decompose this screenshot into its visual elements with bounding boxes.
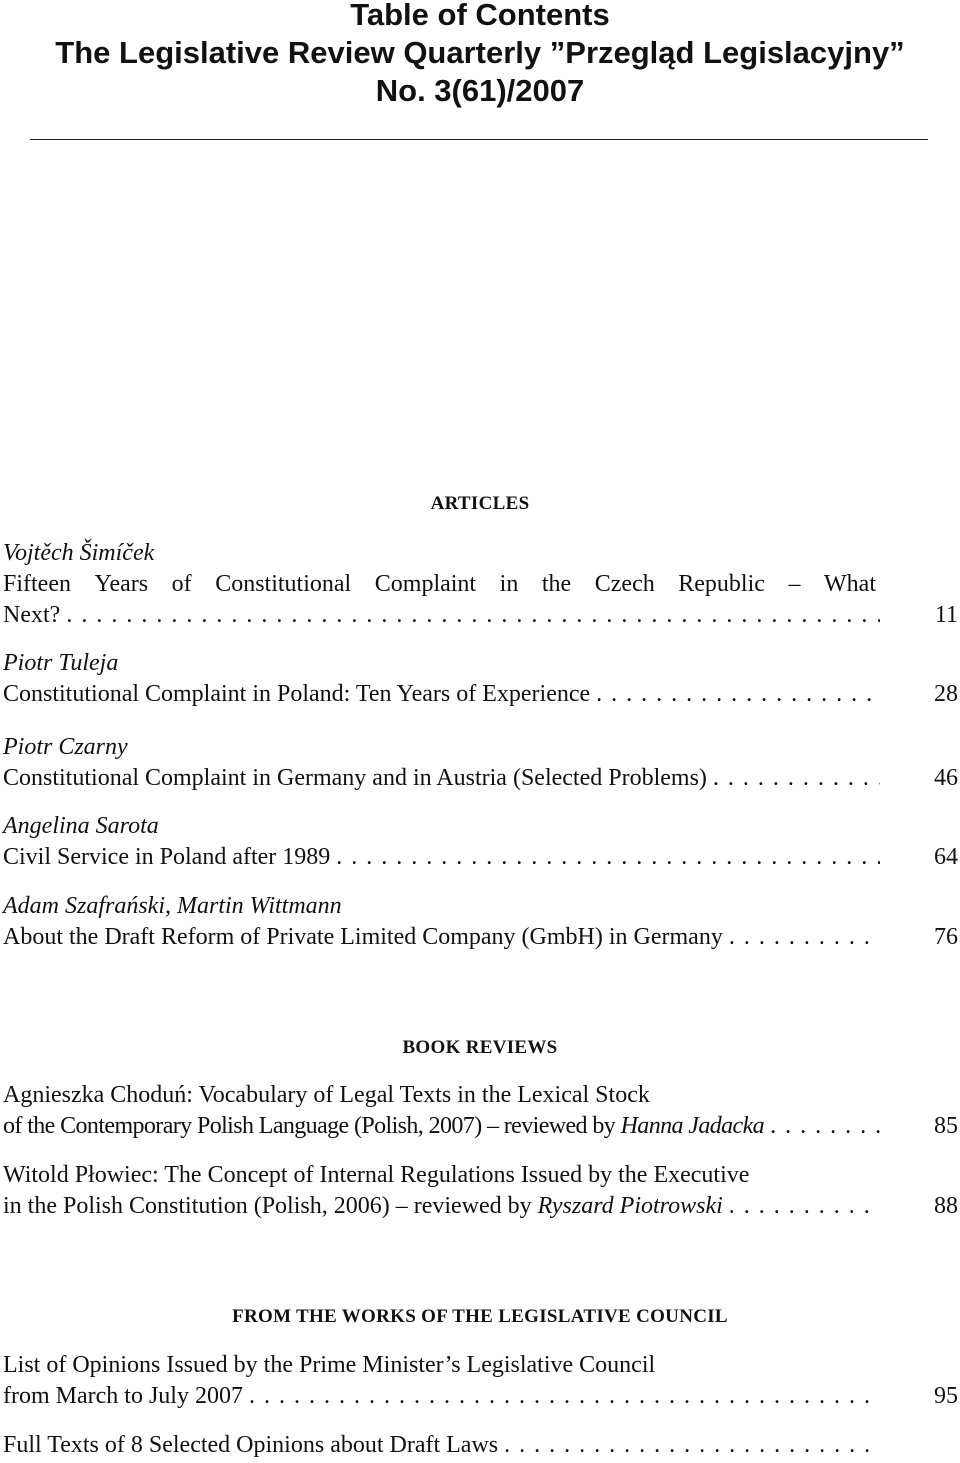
entry-author: Piotr Tuleja [3, 650, 119, 676]
entry-title-leader [3, 763, 958, 794]
entry-author: Adam Szafrański, Martin Wittmann [3, 893, 342, 919]
leader-dots [713, 763, 880, 794]
page-number: 46 [934, 765, 958, 791]
entry-author: Vojtěch Šimíček [3, 540, 155, 566]
issue-number: No. 3(61)/2007 [375, 73, 585, 108]
toc-entry-czarny[interactable] [3, 732, 958, 794]
leader-dots [729, 1191, 880, 1222]
document-title-block [0, 0, 960, 110]
entry-title-leader [3, 1191, 958, 1222]
entry-title: Full Texts of 8 Selected Opinions about Draft Laws [3, 1432, 499, 1458]
page-number: 85 [934, 1113, 958, 1139]
entry-title-continued: from March to July 2007 [3, 1383, 243, 1409]
toc-entry-opinions-list[interactable] [3, 1350, 958, 1412]
entry-title-leader [3, 1381, 958, 1412]
page-number: 76 [934, 924, 958, 950]
entry-title-leader: Next? . . . 11 [3, 600, 958, 631]
toc-entry-review-plowiec[interactable] [3, 1160, 958, 1222]
section-heading-legislative-council: FROM THE WORKS OF THE LEGISLATIVE COUNCIL [232, 1306, 728, 1327]
entry-title: Witold Płowiec: The Concept of Internal Regulations Issued by the Executive [3, 1162, 750, 1188]
toc-entry-simicek[interactable] [3, 538, 958, 631]
page-number: 88 [934, 1193, 958, 1219]
entry-title-continued: of the Contemporary Polish Language (Polish, 2007) – reviewed by [3, 1113, 616, 1139]
leader-dots [770, 1111, 880, 1142]
reviewer-name: Hanna Jadacka [620, 1113, 765, 1139]
section-heading-articles: ARTICLES [430, 493, 530, 514]
leader-dots [249, 1381, 880, 1412]
entry-title-leader [3, 842, 958, 873]
leader-dots [596, 679, 880, 710]
entry-title-leader [3, 922, 958, 953]
entry-title-leader [3, 679, 958, 710]
reviewer-name: Ryszard Piotrowski [537, 1193, 723, 1219]
section-heading-book-reviews: BOOK REVIEWS [402, 1037, 558, 1058]
leader-dots [66, 600, 880, 631]
entry-title-leader [3, 1111, 958, 1142]
page-number: 95 [934, 1383, 958, 1409]
toc-entry-full-opinions[interactable] [3, 1430, 958, 1461]
toc-entry-review-chodun[interactable] [3, 1080, 958, 1142]
entry-author: Piotr Czarny [3, 734, 128, 760]
entry-title: Constitutional Complaint in Poland: Ten Years of Experience [3, 681, 591, 707]
toc-entry-sarota[interactable] [3, 811, 958, 873]
entry-title: Civil Service in Poland after 1989 [3, 844, 331, 870]
toc-entry-tuleja[interactable] [3, 648, 958, 710]
entry-title: Agnieszka Choduń: Vocabulary of Legal Texts in the Lexical Stock [3, 1082, 650, 1108]
entry-title: List of Opinions Issued by the Prime Minister’s Legislative Council [3, 1352, 656, 1378]
entry-title-line: Fifteen Years of Constitutional Complaint in the Czech Republic – What [3, 571, 876, 597]
page-number: 64 [934, 844, 958, 870]
entry-title-continued: in the Polish Constitution (Polish, 2006) – reviewed by [3, 1193, 532, 1219]
leader-dots [504, 1430, 880, 1461]
leader-dots [729, 922, 880, 953]
entry-author: Angelina Sarota [3, 813, 159, 839]
page-title: Table of Contents [350, 0, 610, 32]
title-divider [30, 139, 928, 140]
entry-title-leader [3, 1430, 958, 1461]
entry-title: About the Draft Reform of Private Limited Company (GmbH) in Germany [3, 924, 723, 950]
page-number: 11 [934, 602, 958, 628]
leader-dots [336, 842, 880, 873]
toc-entry-szafranski-wittmann[interactable] [3, 891, 958, 953]
journal-title: The Legislative Review Quarterly ”Przegląd Legislacyjny” [55, 35, 905, 70]
page-number: 28 [934, 681, 958, 707]
entry-title: Constitutional Complaint in Germany and in Austria (Selected Problems) [3, 765, 707, 791]
